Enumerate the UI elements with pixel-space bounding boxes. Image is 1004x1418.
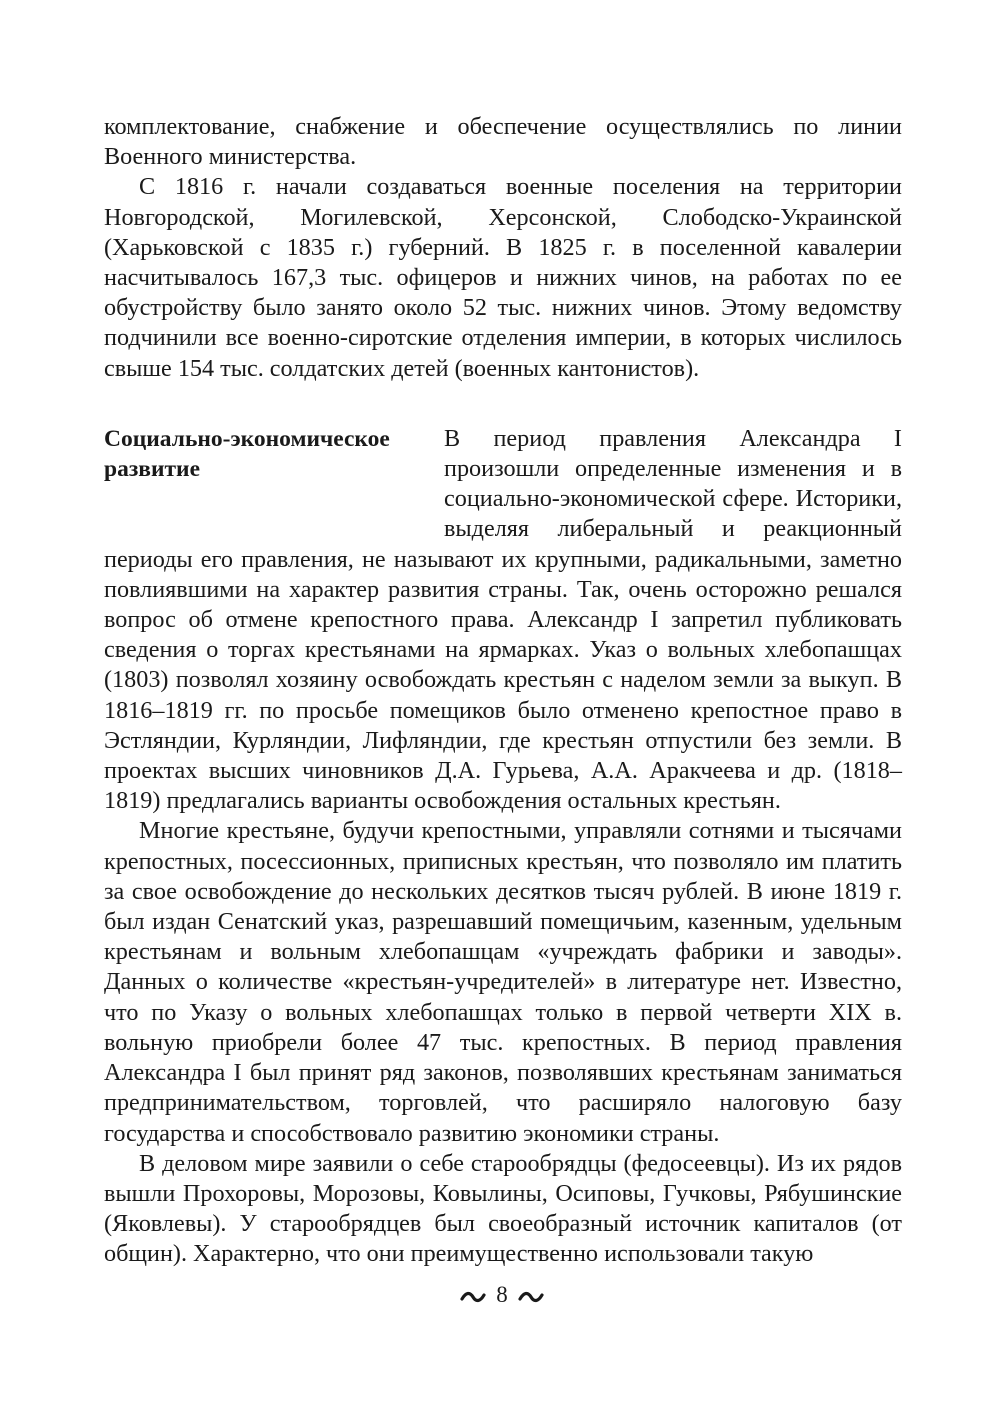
section-heading [104,424,444,515]
paragraph-3: В период правления Александра I произошли определенные изменения и в социально-экономической сфере. Историки, выделяя либеральный и реакционный периоды его правления, не называют их крупными, радикальными, заметно повлиявшими на характер развития страны. Так, очень осторожно решался вопрос об отмене крепостного права. Александр I запретил публиковать сведения о торгах крестьянами на ярмарках. Указ о вольных хлебопашцах (1803) позволял хозяину освобождать крестьян с наделом земли за выкуп. В 1816–1819 гг. по просьбе помещиков было отменено крепостное право в Эстляндии, Курляндии, Лифляндии, где крестьян отпустили без земли. В проектах высших чиновников Д.А. Гурьева, А.А. Аракчеева и др. (1818–1819) предлагались варианты освобождения остальных крестьян. [104,424,902,815]
wave-ornament-icon [518,1290,544,1304]
paragraph-2: С 1816 г. начали создаваться военные поселения на территории Новгородской, Могилевской, Херсонской, Слободско-Украинской (Харьковской с 1835 г.) губерний. В 1825 г. в поселенной кавалерии насчитывалось 167,3 тыс. офицеров и нижних чинов, на работах по ее обустройству было занято около 52 тыс. нижних чинов. Этому ведомству подчинили все военно-сиротские отделения империи, в которых числилось свыше 154 тыс. солдатских детей (военных кантонистов). [104,173,902,382]
section-heading-line-2: развитие [104,456,201,483]
section-heading-line-1: Социально-экономическое [104,425,390,452]
paragraph-4: Многие крестьяне, будучи крепостными, управляли сотнями и тысячами крепостных, посессионных, приписных крестьян, что позволяло им платить за свое освобождение до нескольких десятков тысяч рублей. В июне 1819 г. был издан Сенатский указ, разрешавший помещичьим, казенным, удельным крестьянам и вольным хлебопашцам «учреждать фабрики и заводы». Данных о количестве «крестьян-учредителей» в литературе нет. Известно, что по Указу о вольных хлебопашцах только в первой четверти XIX в. вольную приобрели более 47 тыс. крепостных. В период правления Александра I был принят ряд законов, позволявших крестьянам заниматься предпринимательством, торговлей, что расширяло налоговую базу государства и способствовало развитию экономики страны. [104,817,902,1147]
wave-ornament-icon [460,1290,486,1304]
page-footer [0,1280,1004,1310]
paragraph-1: комплектование, снабжение и обеспечение осуществлялись по линии Военного министерства. [104,113,902,171]
page-number: 8 [496,1282,508,1307]
paragraph-5: В деловом мире заявили о себе старообрядцы (федосеевцы). Из их рядов вышли Прохоровы, Морозовы, Ковылины, Осиповы, Гучковы, Рябушинские (Яковлевы). У старообрядцев был своеобразный источник капиталов (от общин). Характерно, что они преимущественно использовали такую [104,1149,902,1268]
text-flow [104,112,902,1270]
